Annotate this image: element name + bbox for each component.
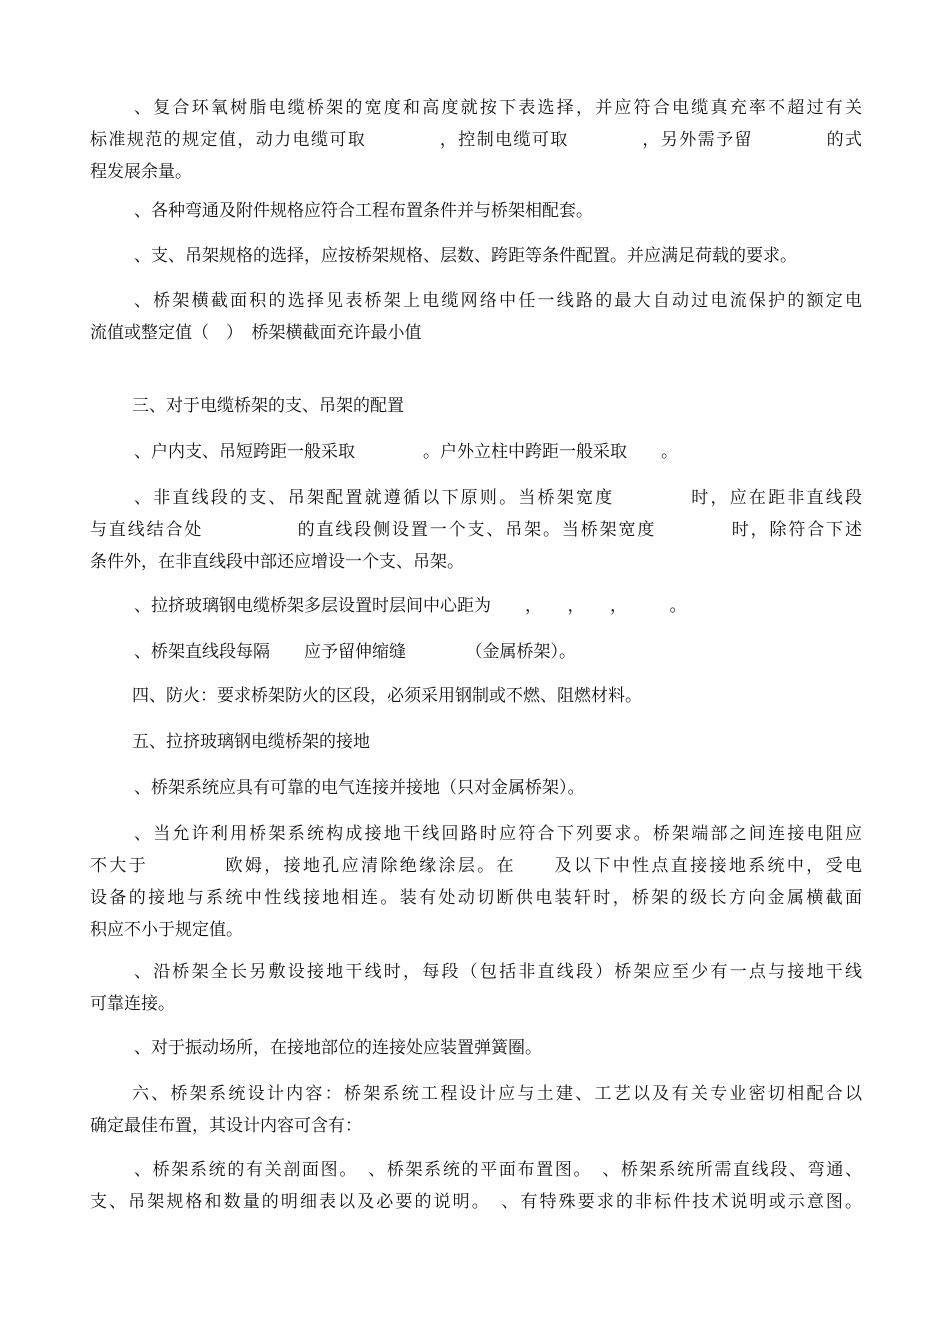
text-line: 设备的接地与系统中性线接地相连。装有处动切断供电装轩时，桥架的级长方向金属横截面: [90, 888, 862, 908]
section-heading-3: [90, 390, 862, 422]
paragraph-nonlinear-supports: [90, 482, 862, 578]
paragraph-grounding-connection: [90, 772, 862, 804]
text-line: 、非直线段的支、吊架配置就遵循以下原则。当桥架宽度 时，应在距非直线段: [134, 488, 862, 508]
section-heading-5: [90, 726, 862, 758]
section-heading-6: [90, 1078, 862, 1142]
section-heading-4: [90, 680, 862, 712]
text-line: 、支、吊架规格的选择，应按桥架规格、层数、跨距等条件配置。并应满足荷载的要求。: [134, 246, 797, 266]
text-line: 标准规范的规定值，动力电缆可取 ，控制电缆可取 ，另外需予留 的式: [90, 130, 862, 150]
text-line: 、当允许利用桥架系统构成接地干线回路时应符合下列要求。桥架端部之间连接电阻应: [134, 824, 862, 844]
text-line: 三、对于电缆桥架的支、吊架的配置: [132, 396, 404, 416]
text-line: 五、拉挤玻璃钢电缆桥架的接地: [132, 732, 370, 752]
text-line: 可靠连接。: [90, 994, 175, 1014]
text-line: 确定最佳布置，其设计内容可含有：: [90, 1116, 362, 1136]
text-line: 、桥架系统应具有可靠的电气连接并接地（只对金属桥架）。: [134, 778, 585, 798]
text-line: 与直线结合处 的直线段侧设置一个支、吊架。当桥架宽度 时，除符合下述: [90, 520, 862, 540]
paragraph-design-contents: [90, 1154, 862, 1218]
paragraph-support-specs: [90, 240, 862, 272]
paragraph-vibration: [90, 1032, 862, 1064]
paragraph-span-distance: [90, 436, 862, 468]
paragraph-fittings: [90, 195, 862, 227]
text-line: 六、桥架系统设计内容：桥架系统工程设计应与土建、工艺以及有关专业密切相配合以: [132, 1084, 862, 1104]
text-line: 、沿桥架全长另敷设接地干线时，每段（包括非直线段）桥架应至少有一点与接地干线: [134, 962, 862, 982]
text-line: 不大于 欧姆，接地孔应清除绝缘涂层。在 及以下中性点直接接地系统中，受电: [90, 856, 862, 876]
text-line: 积应不小于规定值。: [90, 920, 243, 940]
text-line: 、对于振动场所，在接地部位的连接处应装置弹簧圈。: [134, 1038, 542, 1058]
text-line: 、复合环氧树脂电缆桥架的宽度和高度就按下表选择，并应符合电缆真充率不超过有关: [134, 98, 862, 118]
text-line: 、桥架直线段每隔 应予留伸缩缝 （金属桥架）。: [134, 642, 576, 662]
text-line: 条件外，在非直线段中部还应增设一个支、吊架。: [90, 552, 464, 572]
paragraph-grounding-requirements: [90, 818, 862, 946]
paragraph-expansion-joint: [90, 636, 862, 668]
text-line: 、桥架横截面积的选择见表桥架上电缆网络中任一线路的最大自动过电流保护的额定电: [134, 291, 862, 311]
text-line: 四、防火：要求桥架防火的区段，必须采用钢制或不燃、阻燃材料。: [132, 686, 642, 706]
text-line: 、桥架系统的有关剖面图。 、桥架系统的平面布置图。 、桥架系统所需直线段、弯通、: [134, 1160, 862, 1180]
paragraph-cross-section: [90, 285, 862, 349]
text-line: 流值或整定值（ ） 桥架横截面充许最小值: [90, 323, 422, 343]
text-line: 、拉挤玻璃钢电缆桥架多层设置时层间中心距为 ， ， ， 。: [134, 596, 687, 616]
text-line: 程发展余量。: [90, 162, 192, 182]
paragraph-grounding-trunk: [90, 956, 862, 1020]
paragraph-tray-dimensions: [90, 92, 862, 188]
text-line: 、户内支、吊短跨距一般采取 。户外立柱中跨距一般采取 。: [134, 442, 678, 462]
text-line: 、各种弯通及附件规格应符合工程布置条件并与桥架相配套。: [134, 201, 593, 221]
text-line: 支、吊架规格和数量的明细表以及必要的说明。 、有特殊要求的非标件技术说明或示意图。: [90, 1192, 862, 1212]
paragraph-layer-spacing: [90, 590, 862, 622]
